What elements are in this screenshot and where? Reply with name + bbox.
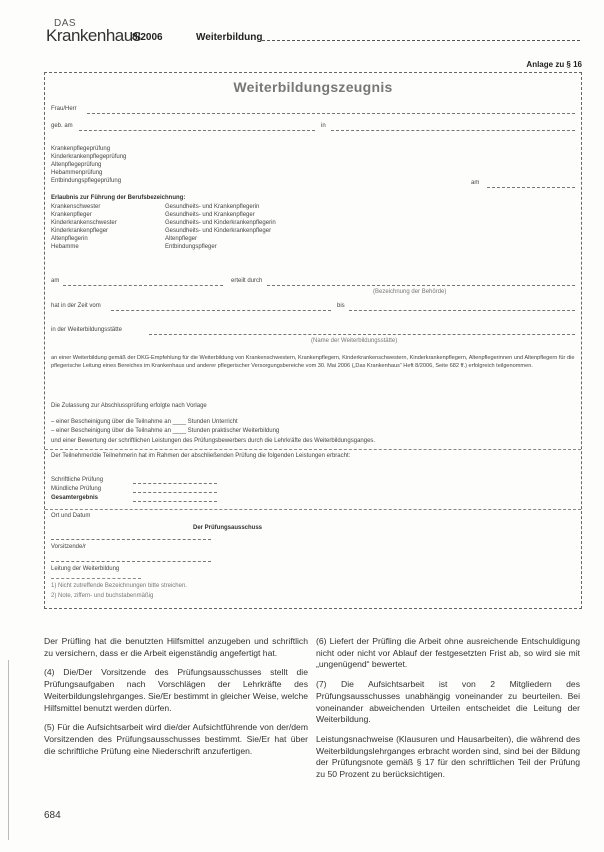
rating-line: und einer Bewertung der schriftlichen Leistungen des Prüfungsbewerbers durch die Lehrkräfte des Weiterbildungsganges. xyxy=(51,438,376,444)
permit-item: Krankenschwester xyxy=(51,204,101,210)
committee-label: Der Prüfungsausschuss xyxy=(193,525,263,531)
footnote-2: 2) Note, ziffern- und buchstabenmäßig xyxy=(51,593,154,599)
period-to-field[interactable] xyxy=(349,310,575,311)
issue-number: 8/2006 xyxy=(132,32,163,43)
right-column xyxy=(316,636,580,781)
permit-item: Gesundheits- und Krankenpflegerin xyxy=(165,204,260,210)
page-number: 684 xyxy=(44,810,61,821)
scan-edge xyxy=(8,660,9,840)
certificate-form xyxy=(44,72,582,609)
permit-date-label: am xyxy=(51,278,60,284)
period-from-field[interactable] xyxy=(111,310,331,311)
result-written-label: Schriftliche Prüfung xyxy=(51,477,104,483)
paragraph: (4) Die/Der Vorsitzende des Prüfungsausschusses stellt die Prüfungsaufgaben nach Vorschlägen der Lehrkräfte des Weiterbildungslehrganges. Sie/Er bestimmt in gleicher Weise, welche Hilfsmittel benutzt werden dürfen. xyxy=(44,667,308,713)
birthdate-field[interactable] xyxy=(79,130,315,131)
place-date-label: Ort und Datum xyxy=(51,513,91,519)
permit-item: Krankenpfleger xyxy=(51,212,92,218)
logo-das: DAS xyxy=(54,18,77,29)
permit-item: Gesundheits- und Kinderkrankenpfleger xyxy=(165,228,272,234)
permit-left-list xyxy=(51,203,117,251)
profession-item: Kinderkrankenpflegeprüfung xyxy=(51,154,127,160)
authority-note: (Bezeichnung der Behörde) xyxy=(373,289,447,295)
divider xyxy=(45,449,581,450)
site-label: in der Weiterbildungsstätte xyxy=(51,327,122,333)
result-oral-field[interactable] xyxy=(133,492,217,493)
result-written-field[interactable] xyxy=(133,483,217,484)
footnote-rule xyxy=(51,578,141,579)
paragraph: Der Prüfling hat die benutzten Hilfsmittel anzugeben und schriftlich zu versichern, dass er die Arbeit eigenständig angefertigt hat. xyxy=(44,636,308,658)
logo-krankenhaus: Krankenhaus xyxy=(46,26,141,45)
permit-right-list xyxy=(165,203,276,251)
profession-item: Altenpflegeprüfung xyxy=(51,162,102,168)
permit-item: Altenpfleger xyxy=(165,236,198,242)
birthplace-field[interactable] xyxy=(331,130,575,131)
site-field[interactable] xyxy=(149,334,575,335)
permit-item: Altenpflegerin xyxy=(51,236,88,242)
head-signature[interactable] xyxy=(51,561,211,562)
chair-signature[interactable] xyxy=(51,539,211,540)
paragraph: (7) Die Aufsichtsarbeit ist von 2 Mitgliedern des Prüfungsausschusses unabhängig voneinander zu beurteilen. Bei voneinander abweichenden Urteilen entscheidet die Leitung der Weiterbildung. xyxy=(316,679,580,725)
profession-item: Hebammenprüfung xyxy=(51,170,103,176)
header-rule xyxy=(262,40,580,41)
birthplace-label: in xyxy=(321,123,326,129)
result-total-label: Gesamtergebnis xyxy=(51,495,99,501)
head-label: Leitung der Weiterbildung xyxy=(51,566,120,572)
profession-list xyxy=(51,145,126,185)
period-to-label: bis xyxy=(337,303,345,309)
form-title: Weiterbildungszeugnis xyxy=(233,79,393,95)
period-label: hat in der Zeit vom xyxy=(51,303,101,309)
chair-label: Vorsitzende/r xyxy=(51,544,87,550)
permit-item: Kinderkrankenpfleger xyxy=(51,228,109,234)
profession-item: Krankenpflegeprüfung xyxy=(51,146,111,152)
divider xyxy=(45,509,581,510)
permit-item: Gesundheits- und Krankenpfleger xyxy=(165,212,255,218)
bullet-practice: – einer Bescheinigung über die Teilnahme an ____ Stunden praktischer Weiterbildung xyxy=(51,428,280,434)
section-title: Weiterbildung xyxy=(196,32,263,43)
permit-item: Entbindungspfleger xyxy=(165,244,217,250)
name-label: Frau/Herr xyxy=(51,106,77,112)
bullet-lessons: – einer Bescheinigung über die Teilnahme an ____ Stunden Unterricht xyxy=(51,419,238,425)
left-column xyxy=(44,636,308,757)
result-oral-label: Mündliche Prüfung xyxy=(51,486,102,492)
result-intro: Der Teilnehmer/die Teilnehmerin hat im Rahmen der abschließenden Prüfung die folgenden Leistungen erbracht: xyxy=(51,453,351,459)
paragraph: (6) Liefert der Prüfling die Arbeit ohne ausreichende Entschuldigung nicht oder nicht vor Ablauf der festgesetzten Frist ab, so wird sie mit „ungenügend“ bewertet. xyxy=(316,636,580,670)
profession-item: Entbindungspflegeprüfung xyxy=(51,178,122,184)
footnote-1: 1) Nicht zutreffende Bezeichnungen bitte streichen. xyxy=(51,583,187,589)
site-note: (Name der Weiterbildungsstätte) xyxy=(311,338,398,344)
name-field[interactable] xyxy=(87,113,575,114)
result-total-field[interactable] xyxy=(133,501,217,502)
annex-label: Anlage zu § 16 xyxy=(526,60,582,69)
permit-title: Erlaubnis zur Führung der Berufsbezeichnung: xyxy=(51,195,186,201)
born-label: geb. am xyxy=(51,123,73,129)
main-paragraph: an einer Weiterbildung gemäß der DKG-Empfehlung für die Weiterbildung von Krankenschwestern, Krankenpflegern, Kinderkrankenschwestern, Kinderkrankenpflegern, Altenpflegerinnen und Altenpflegern für die pflegerische Leitung eines Bereiches im Krankenhaus und anderer pflegerischer Versorgungsbereiche vom 30. Mai 2006 („Das Krankenhaus“ Heft 8/2006, Seite 682 ff.) erfolgreich teilgenommen. xyxy=(51,355,575,369)
exam-date-field[interactable] xyxy=(487,187,575,188)
permit-date-field[interactable] xyxy=(63,285,223,286)
permit-item: Kinderkrankenschwester xyxy=(51,220,117,226)
issued-by-label: erteilt durch xyxy=(231,278,263,284)
exam-intro: Die Zulassung zur Abschlussprüfung erfolgte nach Vorlage xyxy=(51,403,207,409)
permit-item: Hebamme xyxy=(51,244,79,250)
exam-date-label: am xyxy=(471,180,480,186)
paragraph: (5) Für die Aufsichtsarbeit wird die/der Aufsichtführende von der/dem Vorsitzenden des Prüfungsausschusses bestimmt. Sie/Er hat über die schriftliche Prüfung eine Niederschrift anzufertigen. xyxy=(44,722,308,756)
permit-item: Gesundheits- und Kinderkrankenpflegerin xyxy=(165,220,276,226)
authority-field[interactable] xyxy=(267,285,575,286)
paragraph: Leistungsnachweise (Klausuren und Hausarbeiten), die während des Weiterbildungslehrganges erbracht worden sind, sind bei der Bildung der Prüfungsnote gemäß § 17 für den schriftlichen Teil der Prüfung zu 50 Prozent zu berücksichtigen. xyxy=(316,733,580,780)
